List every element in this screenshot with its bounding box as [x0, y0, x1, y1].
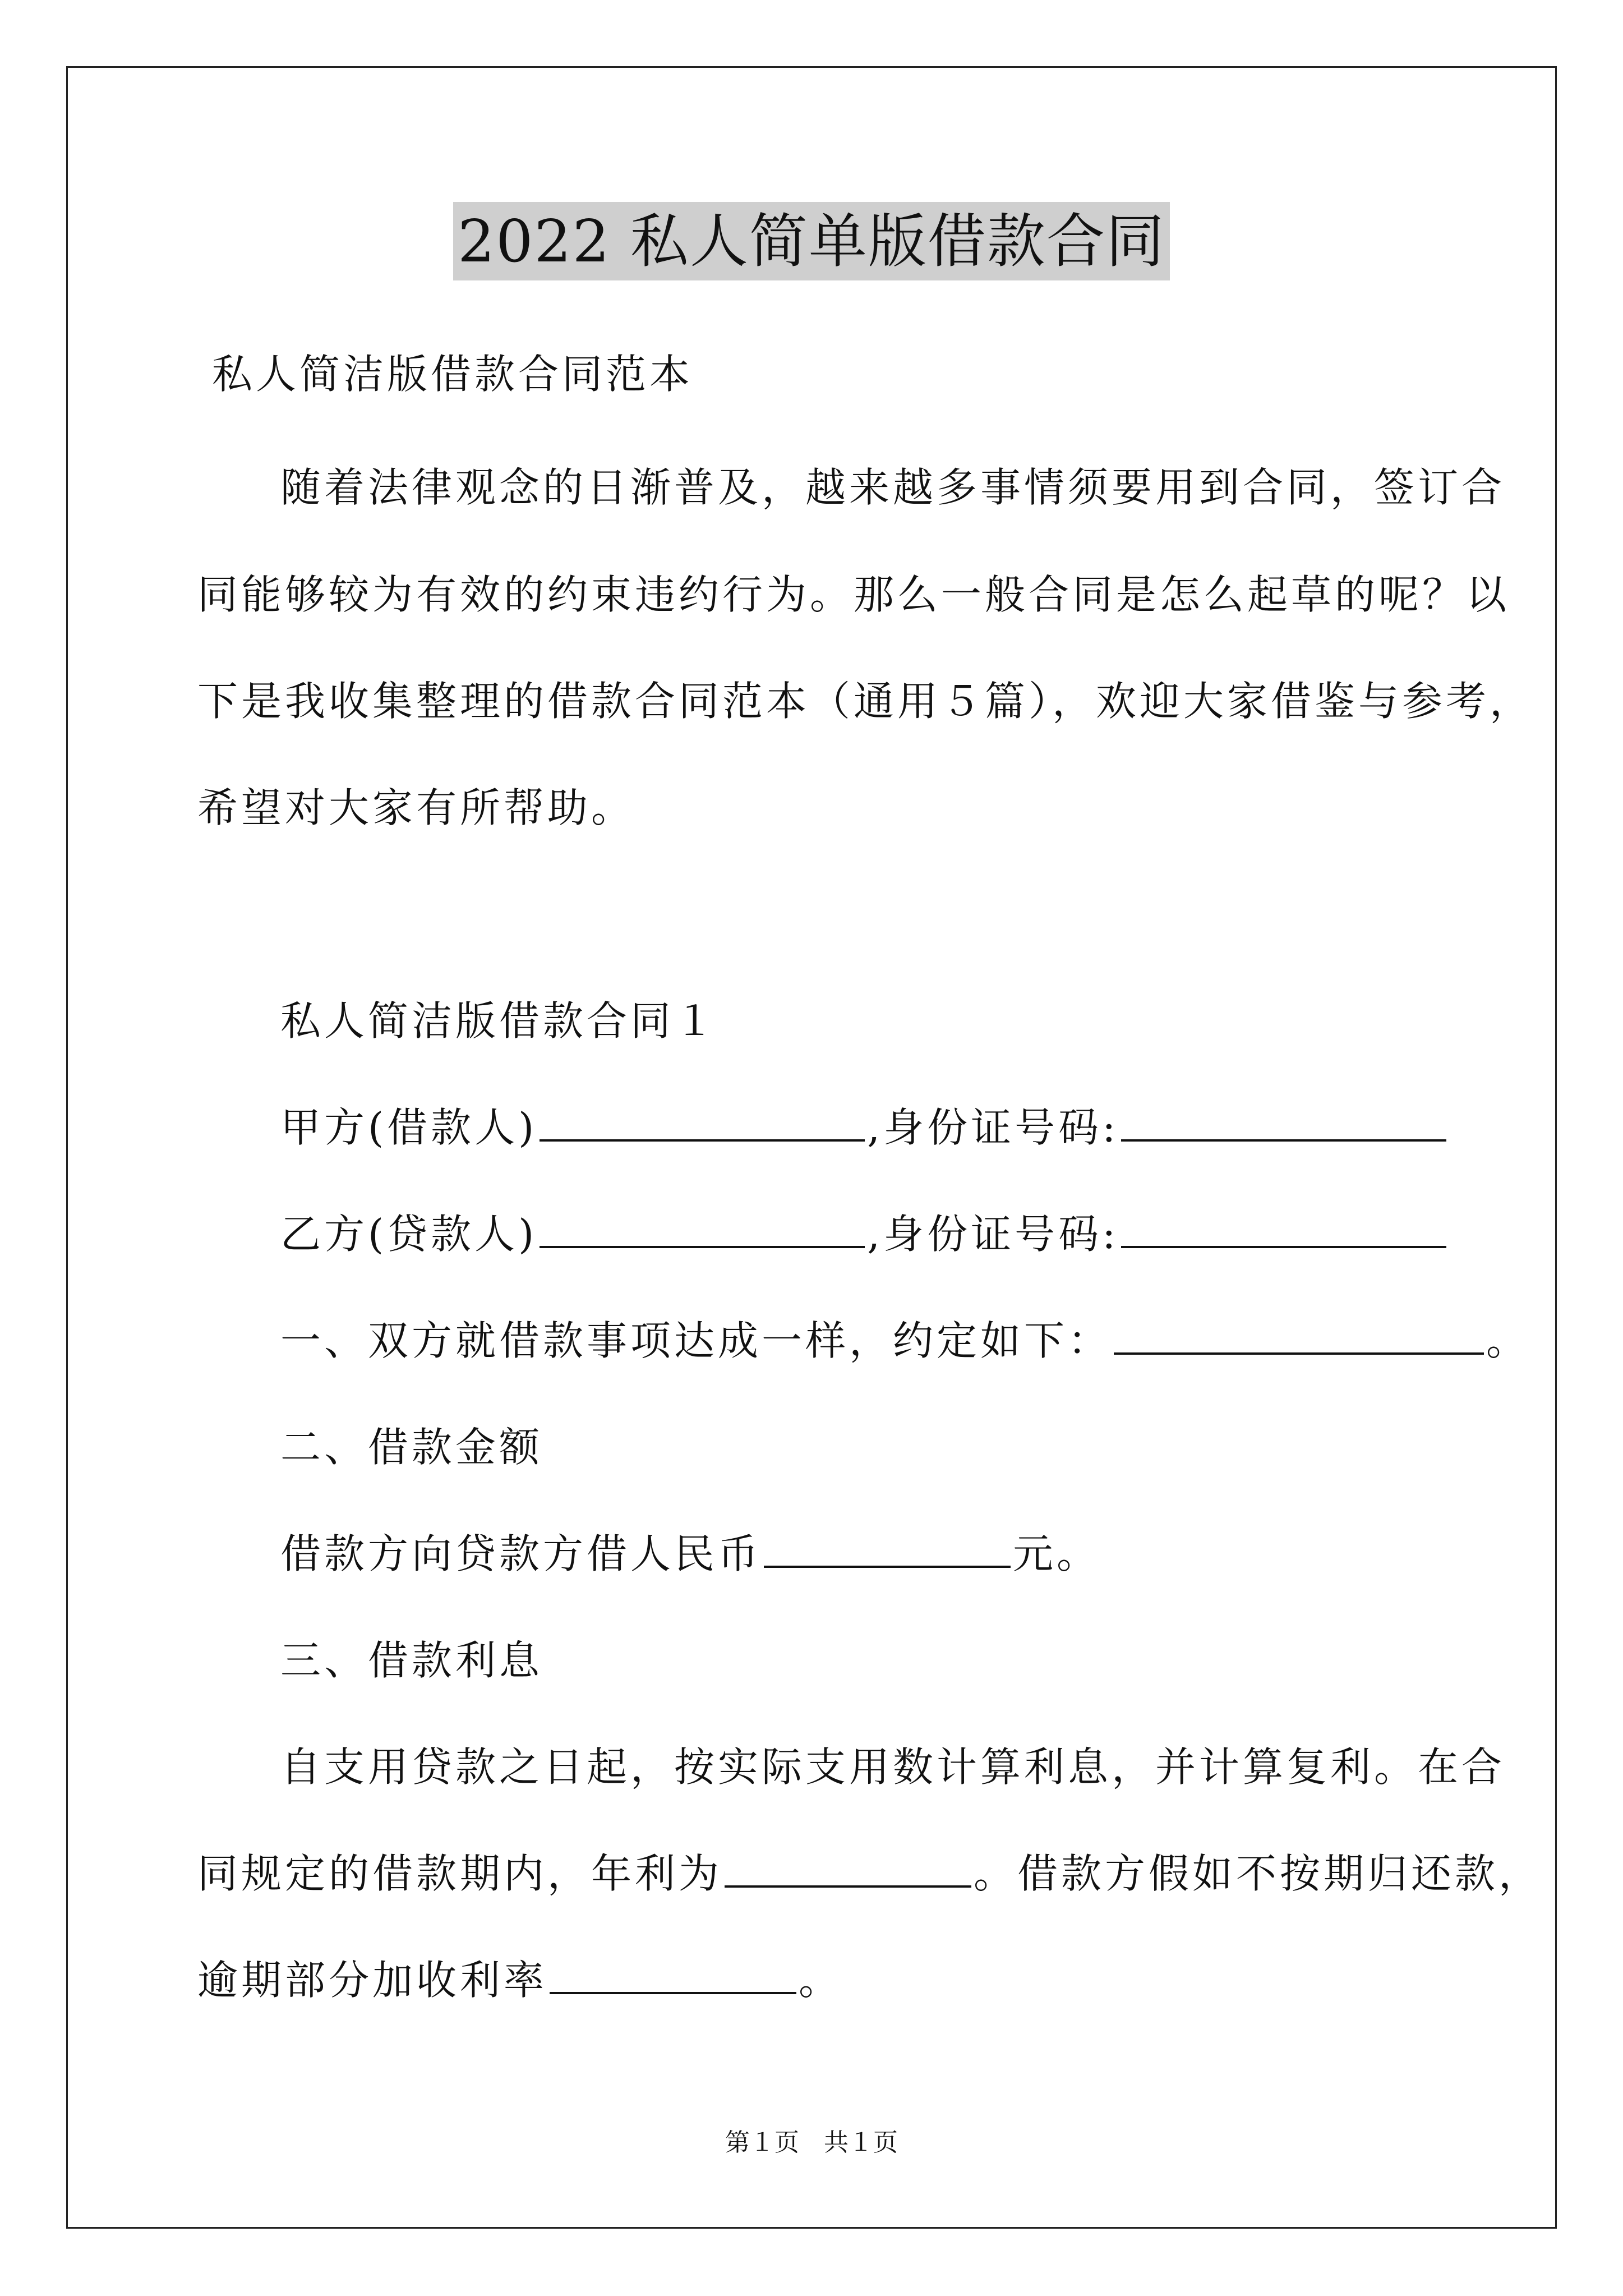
page-footer	[0, 2126, 1623, 2160]
party-a-id-label: ,身份证号码:	[867, 1104, 1119, 1151]
clause-2-text: 借款方向贷款方借人民币	[280, 1530, 762, 1577]
clause-3-line-2-end: 。借款方假如不按期归还款，	[974, 1850, 1543, 1897]
clause-2-title: 二、借款金额	[280, 1424, 543, 1471]
party-a-label: 甲方(借款人)	[280, 1104, 538, 1151]
clause-3-line-3-start: 逾期部分加收利率	[197, 1957, 548, 2004]
party-a-name-blank[interactable]	[540, 1100, 865, 1142]
intro-line-4: 希望对大家有所帮助。	[197, 784, 635, 831]
clause-2-end: 元。	[1013, 1530, 1101, 1577]
clause-1-text: 一、双方就借款事项达成一样，约定如下：	[280, 1317, 1112, 1364]
clause-3-line-1: 自支用贷款之日起，按实际支用数计算利息，并计算复利。在合	[280, 1743, 1506, 1791]
party-a-id-blank[interactable]	[1121, 1100, 1446, 1142]
clause-1-end: 。	[1486, 1317, 1530, 1364]
clause-3-line-3	[197, 1952, 842, 2008]
party-b-line	[280, 1206, 1449, 1262]
title-container	[0, 202, 1623, 280]
loan-amount-blank[interactable]	[764, 1526, 1011, 1568]
clause-3-line-3-end: 。	[799, 1957, 843, 2004]
section-title: 私人简洁版借款合同１	[280, 997, 718, 1045]
overdue-rate-blank[interactable]	[550, 1953, 796, 1994]
party-b-id-label: ,身份证号码:	[867, 1211, 1119, 1258]
intro-line-2: 同能够较为有效的约束违约行为。那么一般合同是怎么起草的呢？以	[197, 571, 1510, 618]
annual-rate-blank[interactable]	[725, 1846, 971, 1888]
clause-1-blank[interactable]	[1114, 1313, 1484, 1355]
party-a-line	[280, 1099, 1449, 1156]
clause-2-body	[280, 1526, 1100, 1582]
intro-line-1: 随着法律观念的日渐普及，越来越多事情须要用到合同，签订合	[280, 464, 1506, 511]
document-title: 2022 私人简单版借款合同	[453, 202, 1170, 280]
clause-3-title: 三、借款利息	[280, 1637, 543, 1684]
document-subtitle: 私人简洁版借款合同范本	[212, 351, 694, 398]
party-b-id-blank[interactable]	[1121, 1207, 1446, 1248]
intro-line-3: 下是我收集整理的借款合同范本（通用５篇），欢迎大家借鉴与参考，	[197, 678, 1534, 725]
clause-3-line-2-start: 同规定的借款期内，年利为	[197, 1850, 723, 1897]
clause-3-line-2	[197, 1846, 1542, 1902]
party-b-name-blank[interactable]	[540, 1207, 865, 1248]
page-number: 第１页 共１页	[725, 2128, 898, 2157]
party-b-label: 乙方(贷款人)	[280, 1211, 538, 1258]
clause-1-line	[280, 1313, 1530, 1369]
